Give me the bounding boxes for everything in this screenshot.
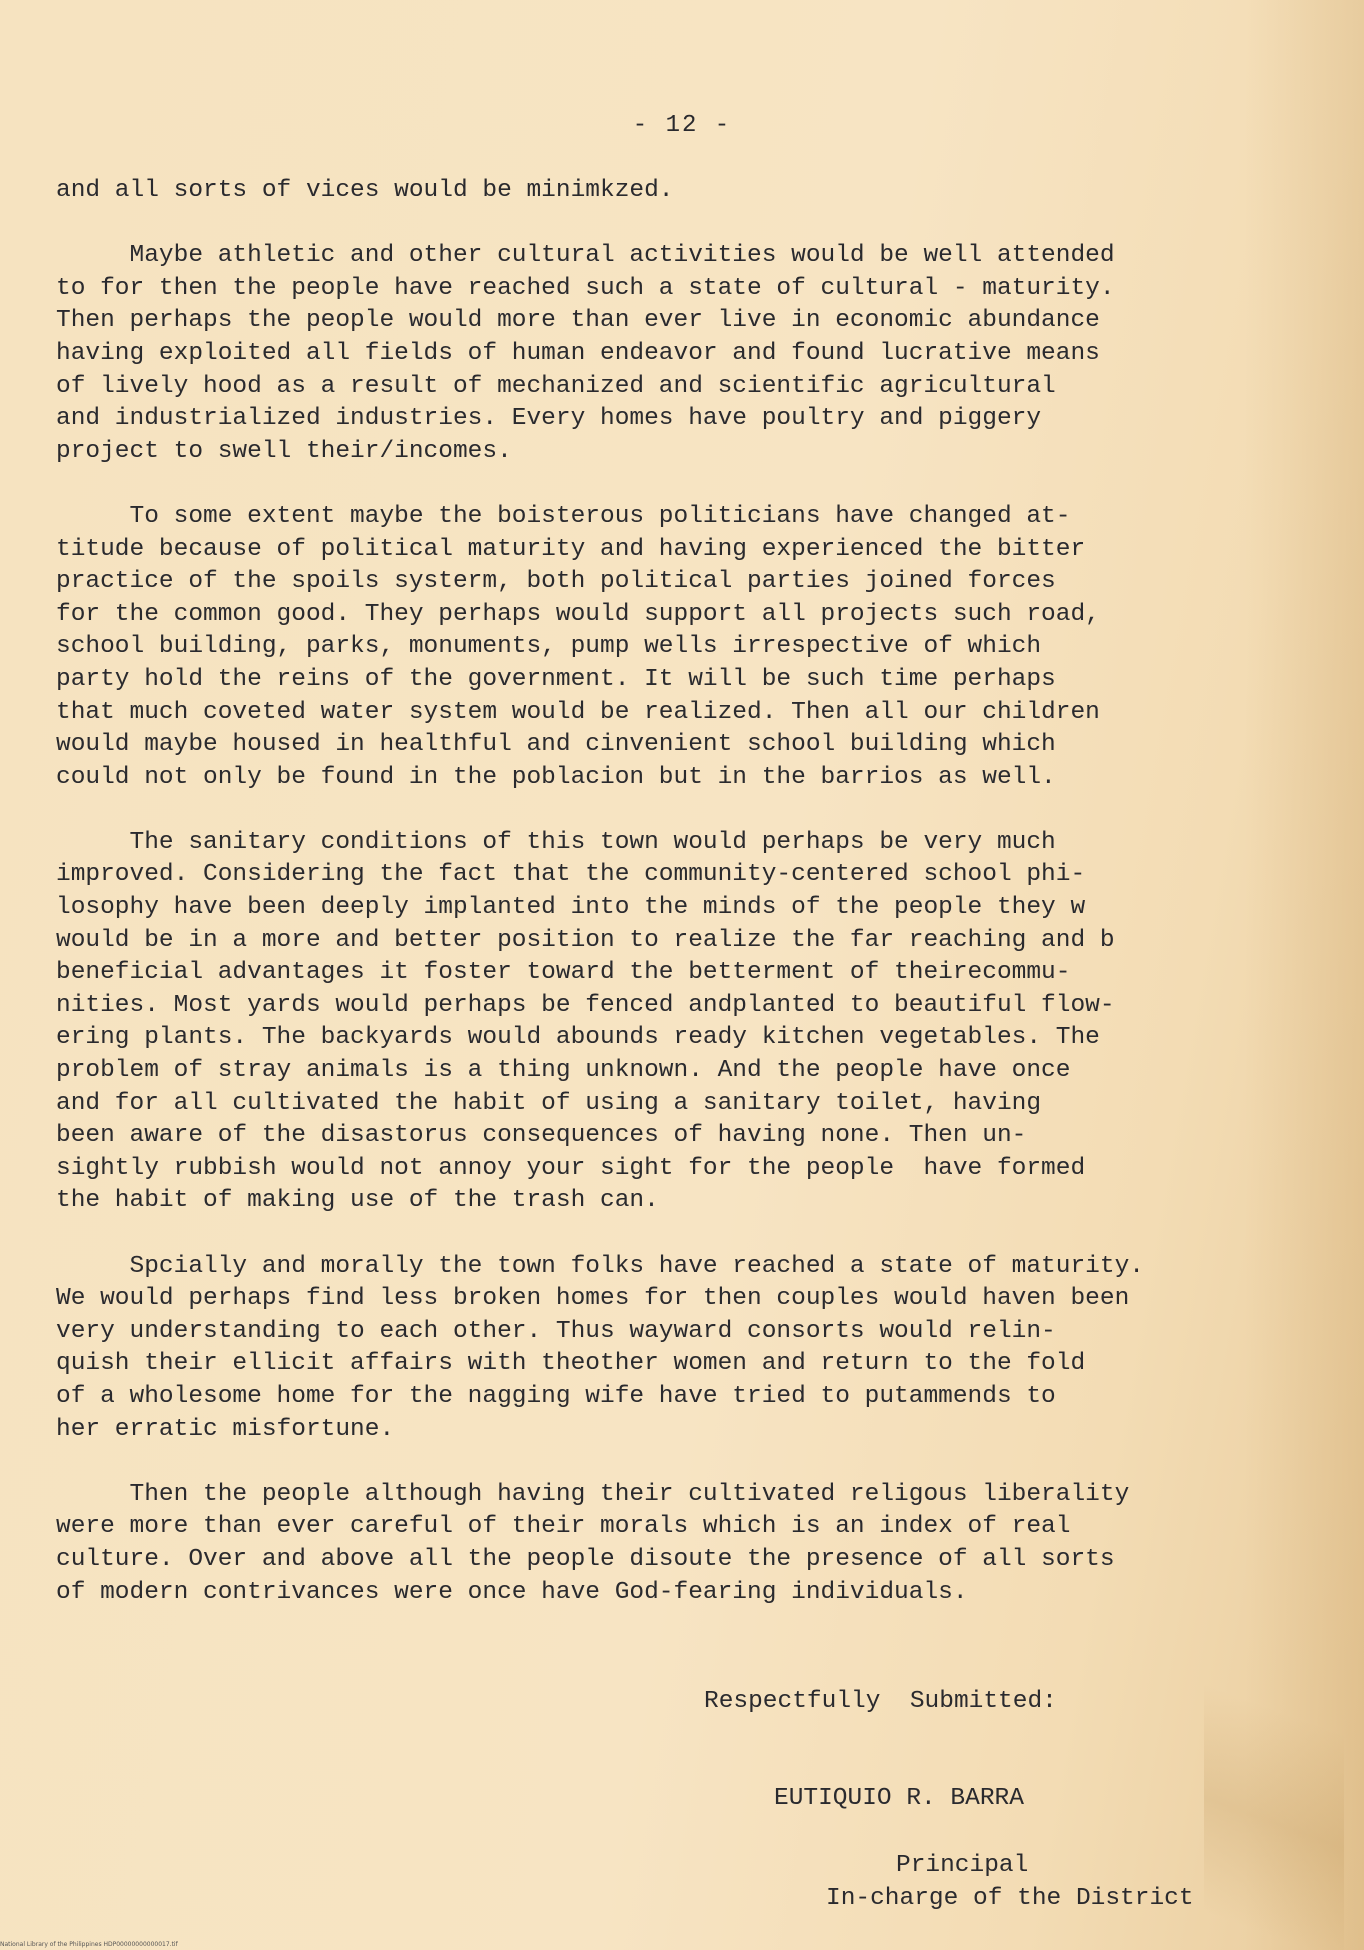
text-line: to for then the people have reached such a state of cultural - maturity.	[56, 274, 1115, 302]
text-line: having exploited all fields of human endeavor and found lucrative means	[56, 339, 1100, 367]
page-number: - 12 -	[632, 112, 732, 139]
text-line: project to swell their/incomes.	[56, 437, 512, 465]
text-line: problem of stray animals is a thing unknown. And the people have once	[56, 1057, 1071, 1085]
text-line: party hold the reins of the government. It will be such time perhaps	[56, 665, 1056, 693]
text-line: Then perhaps the people would more than ever live in economic abundance	[56, 307, 1100, 335]
text-line: her erratic misfortune.	[56, 1415, 395, 1443]
paragraph	[56, 827, 1346, 1218]
text-line: culture. Over and above all the people disoute the presence of all sorts	[56, 1545, 1115, 1573]
closing-respectfully: Respectfully Submitted:	[704, 1688, 1057, 1715]
paragraph	[56, 501, 1346, 794]
text-line: the habit of making use of the trash can.	[56, 1187, 659, 1215]
text-line: and for all cultivated the habit of using a sanitary toilet, having	[56, 1089, 1042, 1117]
text-line: Maybe athletic and other cultural activities would be well attended	[56, 242, 1115, 270]
text-line: improved. Considering the fact that the community-centered school phi-	[56, 861, 1086, 889]
paper-crease	[1204, 1620, 1344, 1950]
text-line: Spcially and morally the town folks have reached a state of maturity.	[56, 1252, 1144, 1280]
paragraph	[56, 240, 1346, 468]
signatory-title-principal: Principal	[896, 1852, 1029, 1879]
text-line: school building, parks, monuments, pump wells irrespective of which	[56, 633, 1042, 661]
text-line: and industrialized industries. Every homes have poultry and piggery	[56, 405, 1042, 433]
text-line: quish their ellicit affairs with theother women and return to the fold	[56, 1350, 1086, 1378]
text-line: very understanding to each other. Thus wayward consorts would relin-	[56, 1317, 1056, 1345]
text-line: To some extent maybe the boisterous politicians have changed at-	[56, 502, 1071, 530]
text-line: of modern contrivances were once have God-fearing individuals.	[56, 1578, 968, 1606]
text-line: ering plants. The backyards would abounds ready kitchen vegetables. The	[56, 1024, 1100, 1052]
text-line: were more than ever careful of their morals which is an index of real	[56, 1513, 1071, 1541]
text-line: titude because of political maturity and having experienced the bitter	[56, 535, 1086, 563]
text-line: practice of the spoils systerm, both political parties joined forces	[56, 568, 1056, 596]
text-line: beneficial advantages it foster toward the betterment of theirecommu-	[56, 959, 1071, 987]
paragraph	[56, 175, 1346, 208]
text-line: could not only be found in the poblacion but in the barrios as well.	[56, 763, 1056, 791]
signatory-name: EUTIQUIO R. BARRA	[774, 1785, 1024, 1812]
text-line: nities. Most yards would perhaps be fenced andplanted to beautiful flow-	[56, 991, 1115, 1019]
signatory-title-district: In-charge of the District	[826, 1885, 1194, 1912]
paragraph	[56, 1251, 1346, 1447]
text-line: sightly rubbish would not annoy your sight for the people have formed	[56, 1154, 1086, 1182]
text-line: of lively hood as a result of mechanized and scientific agricultural	[56, 372, 1056, 400]
text-line: that much coveted water system would be realized. Then all our children	[56, 698, 1100, 726]
text-line: losophy have been deeply implanted into the minds of the people they w	[56, 894, 1086, 922]
text-line: for the common good. They perhaps would support all projects such road,	[56, 600, 1100, 628]
text-line: been aware of the disastorus consequences of having none. Then un-	[56, 1122, 1027, 1150]
text-line: We would perhaps find less broken homes for then couples would haven been	[56, 1285, 1130, 1313]
archive-footer: National Library of the Philippines HDP00000000000017.tif	[0, 1941, 178, 1948]
text-line: The sanitary conditions of this town would perhaps be very much	[56, 828, 1056, 856]
paragraph	[56, 1479, 1346, 1609]
text-line: would maybe housed in healthful and cinvenient school building which	[56, 731, 1056, 759]
text-line: would be in a more and better position to realize the far reaching and b	[56, 926, 1115, 954]
text-line: of a wholesome home for the nagging wife have tried to putammends to	[56, 1382, 1056, 1410]
text-line: and all sorts of vices would be minimkzed.	[56, 177, 674, 204]
text-line: Then the people although having their cultivated religous liberality	[56, 1480, 1130, 1508]
body-text	[56, 175, 1346, 1642]
